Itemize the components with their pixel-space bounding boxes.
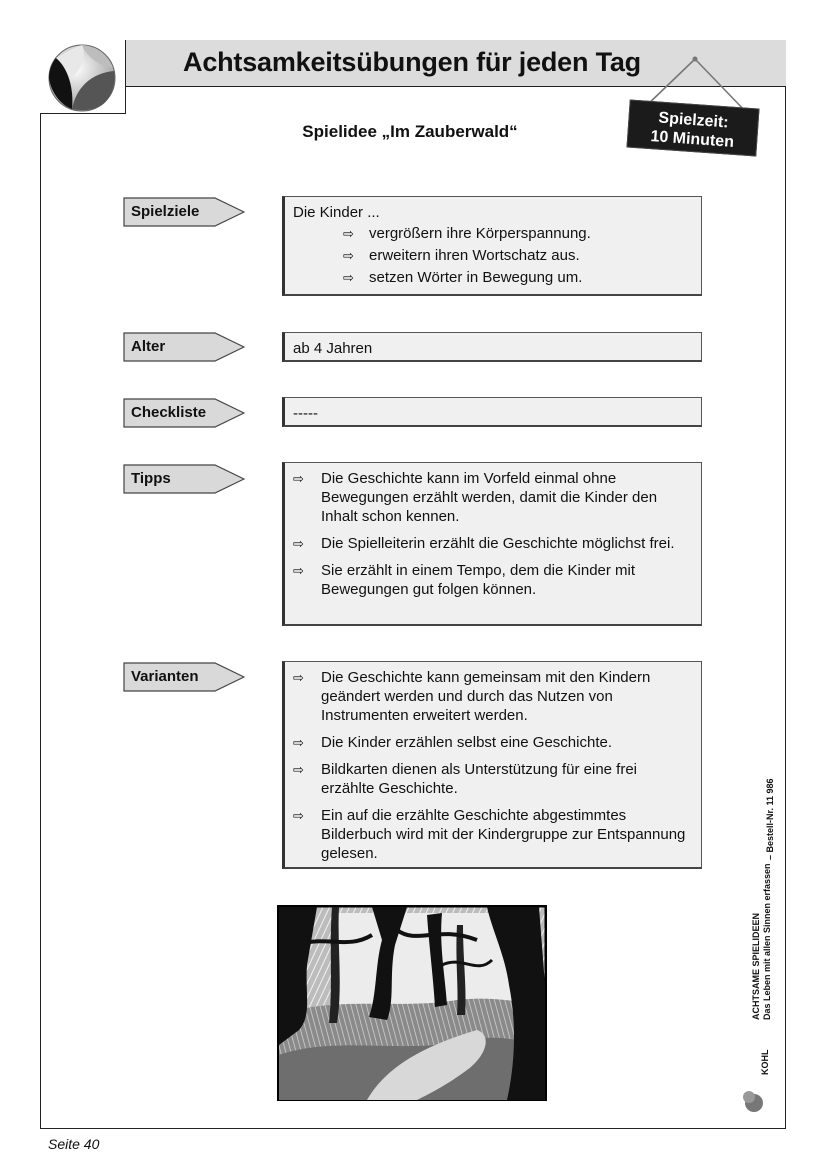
label-text: Alter [131, 338, 166, 355]
arrow-right-icon: ⇨ [293, 735, 304, 750]
list-item-text: Bildkarten dienen als Unterstützung für eine frei erzählte Geschichte. [321, 761, 638, 797]
arrow-right-icon: ⇨ [293, 563, 304, 578]
box-checkliste [282, 397, 702, 427]
list-item [285, 268, 701, 287]
label-alter [123, 332, 245, 362]
arrow-right-icon: ⇨ [293, 762, 304, 777]
arrow-right-icon: ⇨ [293, 536, 304, 551]
side-series-title: ACHTSAME SPIELIDEEN [751, 912, 761, 1020]
list-item-text: Sie erzählt in einem Tempo, dem die Kinder mit Bewegungen gut folgen können. [321, 562, 636, 598]
label-text: Checkliste [131, 404, 207, 421]
arrow-right-icon: ⇨ [343, 270, 354, 285]
kohl-verlag-logo [740, 1045, 790, 1115]
arrow-right-icon: ⇨ [343, 226, 354, 241]
list-item [293, 760, 691, 798]
label-checkliste [123, 398, 245, 428]
list-item [293, 733, 691, 752]
box-varianten [282, 661, 702, 869]
page-number: Seite 40 [48, 1136, 100, 1152]
spielziele-intro: Die Kinder ... [293, 204, 380, 221]
list-item [293, 561, 691, 599]
publisher-name: KOHL [760, 1049, 770, 1075]
list-item [285, 246, 701, 265]
box-tipps [282, 462, 702, 626]
side-series-subtitle: Das Leben mit allen Sinnen erfassen [762, 863, 772, 1020]
logo-box [40, 40, 126, 114]
time-sign [620, 56, 770, 166]
time-sign-line2: 10 Minuten [649, 128, 735, 151]
beach-ball-icon [46, 43, 118, 113]
list-item [293, 668, 691, 725]
alter-value: ab 4 Jahren [293, 340, 373, 357]
arrow-right-icon: ⇨ [293, 471, 304, 486]
list-item-text: setzen Wörter in Bewegung um. [369, 269, 583, 286]
arrow-right-icon: ⇨ [293, 670, 304, 685]
list-item-text: Die Geschichte kann gemeinsam mit den Kindern geändert werden und durch das Nutzen von Instrumenten erweitert werden. [321, 669, 651, 724]
label-text: Tipps [131, 470, 171, 487]
checkliste-value: ----- [293, 405, 318, 422]
list-item-text: vergrößern ihre Körperspannung. [369, 225, 591, 242]
list-item [293, 469, 691, 526]
list-item [293, 534, 691, 553]
label-varianten [123, 662, 245, 692]
list-item-text: erweitern ihren Wortschatz aus. [369, 247, 580, 264]
label-text: Varianten [131, 668, 199, 685]
box-alter [282, 332, 702, 362]
time-sign-board [626, 100, 759, 157]
game-subtitle: Spielidee „Im Zauberwald“ [302, 122, 518, 141]
forest-illustration [277, 905, 547, 1101]
page-title: Achtsamkeitsübungen für jeden Tag [183, 47, 641, 77]
arrow-right-icon: ⇨ [293, 808, 304, 823]
list-item-text: Ein auf die erzählte Geschichte abgestimmtes Bilderbuch wird mit der Kindergruppe zur Entspannung gelesen. [321, 807, 686, 862]
label-spielziele [123, 197, 245, 227]
box-spielziele [282, 196, 702, 296]
list-item-text: Die Kinder erzählen selbst eine Geschichte. [321, 734, 612, 751]
side-order-number: – Bestell-Nr. 11 986 [765, 778, 775, 860]
list-item-text: Die Geschichte kann im Vorfeld einmal ohne Bewegungen erzählt werden, damit die Kinder den Inhalt schon kennen. [321, 470, 658, 525]
list-item [293, 806, 691, 863]
list-item-text: Die Spielleiterin erzählt die Geschichte möglichst frei. [321, 535, 675, 552]
arrow-right-icon: ⇨ [343, 248, 354, 263]
label-text: Spielziele [131, 203, 200, 220]
list-item [285, 224, 701, 243]
time-sign-line1: Spielzeit: [657, 109, 730, 132]
label-tipps [123, 464, 245, 494]
